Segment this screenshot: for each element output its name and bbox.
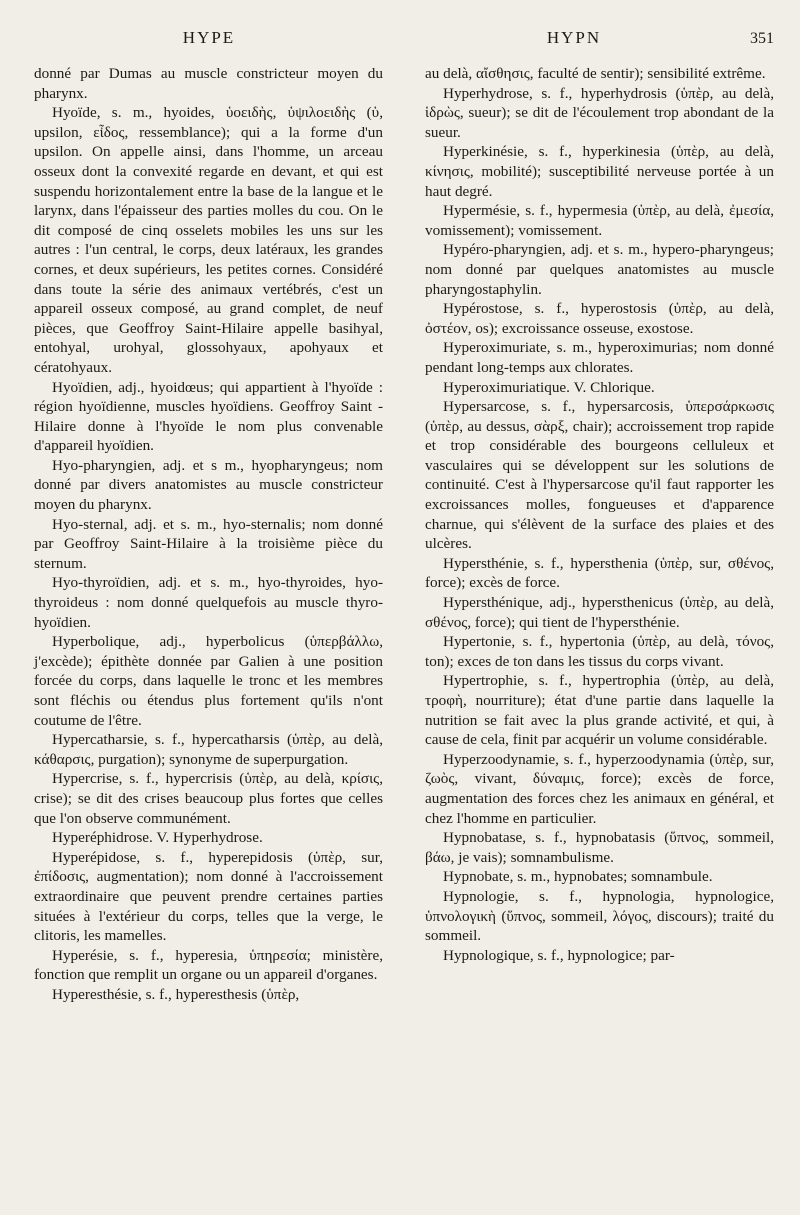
entry-paragraph: Hypéro-pharyngien, adj. et s. m., hypero-pharyngeus; nom donné par quelques anatomistes au muscle pharyngostaphylin. (425, 241, 774, 298)
entry-paragraph: Hypérostose, s. f., hyperostosis (ὑπὲρ, au delà, ὀστέον, os); excroissance osseuse, exostose. (425, 300, 774, 337)
entry-paragraph: donné par Dumas au muscle constricteur moyen du pharynx. (34, 65, 383, 102)
entry-paragraph: Hypnobatase, s. f., hypnobatasis (ὕπνος, sommeil, βάω, je vais); somnambulisme. (425, 829, 774, 866)
entry-paragraph: Hyperzoodynamie, s. f., hyperzoodynamia (ὑπὲρ, sur, ζωὸς, vivant, δύναμις, force); excès de force, augmentation des forces chez les animaux en général, et chez l'homme en particulier. (425, 750, 774, 827)
entry-paragraph: Hyperesthésie, s. f., hyperesthesis (ὑπὲρ, (52, 985, 300, 1003)
entry-paragraph: Hypertrophie, s. f., hypertrophia (ὑπὲρ, au delà, τροφὴ, nourriture); état d'une partie dans laquelle la nutrition se fait avec la plus grande activité, et qui, à cause de cela, finit par acquérir un volume considérable. (425, 672, 774, 749)
entry-paragraph: Hyperésie, s. f., hyperesia, ὑπηρεσία; ministère, fonction que remplit un organe ou un appareil d'organes. (34, 946, 383, 984)
two-column-body (34, 64, 774, 1005)
entry-paragraph: Hypnologie, s. f., hypnologia, hypnologice, ὑπνολογικὴ (ὕπνος, sommeil, λόγος, discours); traité du sommeil. (425, 887, 774, 945)
entry-paragraph: au delà, αἴσθησις, faculté de sentir); sensibilité extrême. (425, 65, 766, 82)
entry-paragraph: Hyperéphidrose. V. Hyperhydrose. (52, 829, 263, 847)
entry-paragraph: Hyo-sternal, adj. et s. m., hyo-sternalis; nom donné par Geoffroy Saint-Hilaire à la troisième pièce du sternum. (34, 515, 383, 572)
entry-paragraph: Hypersthénie, s. f., hypersthenia (ὑπὲρ, sur, σθένος, force); excès de force. (425, 554, 774, 592)
entry-paragraph: Hyperépidose, s. f., hyperepidosis (ὑπὲρ, sur, ἐπίδοσις, augmentation); nom donné à l'accroissement extraordinaire que peuvent prendre certaines parties situées à l'extérieur du corps, telles que la verge, le clitoris, les mamelles. (34, 848, 383, 945)
entry-paragraph: Hyo-pharyngien, adj. et s m., hyopharyngeus; nom donné par divers anatomistes au muscle constricteur moyen du pharynx. (34, 456, 383, 514)
right-running-title: HYPN (546, 28, 602, 47)
entry-paragraph: Hypnologique, s. f., hypnologice; par- (443, 946, 675, 964)
entry-paragraph: Hypersarcose, s. f., hypersarcosis, ὑπερσάρκωσις (ὑπὲρ, au dessus, σὰρξ, chair); accroissement trop rapide et trop considérable des bourgeons celluleux et vasculaires qui se développent sur les solutions de continuité. C'est à l'hypersarcose qu'il faut rapporter les excroissances molles, fongueuses et d'apparence charnue, qui s'élèvent de la surface des plaies et des ulcères. (425, 398, 774, 553)
entry-paragraph: Hypermésie, s. f., hypermesia (ὑπὲρ, au delà, ἐμεσία, vomissement); vomissement. (425, 202, 774, 239)
page-number: 351 (750, 30, 774, 47)
left-running-title: HYPE (182, 28, 236, 47)
running-header (34, 28, 774, 54)
left-column (34, 64, 383, 1005)
entry-paragraph: Hyoïde, s. m., hyoides, ὑοειδὴς, ὑψιλοειδὴς (ὑ, upsilon, εἶδος, ressemblance); qui a la forme d'un upsilon. On appelle ainsi, dans l'homme, un arceau osseux dont la convexité regarde en devant, et qui est suspendu horizontalement entre la base de la langue et le larynx, dans l'épaisseur des parties molles du cou. On le dit composé de cinq osselets mobiles les uns sur les autres : l'un central, le corps, deux latéraux, les grandes cornes, et deux supérieurs, les petites cornes. Considéré dans toute la série des animaux vertébrés, c'est un appareil osseux composé, au grand complet, de neuf pièces, que Geoffroy Saint-Hilaire appelle basihyal, entohyal, urohyal, glossohyaux, apohyaux et cératohyaux. (34, 104, 383, 376)
entry-paragraph: Hypercrise, s. f., hypercrisis (ὑπὲρ, au delà, κρίσις, crise); se dit des crises beaucoup plus fortes que celles que l'on observe communément. (34, 770, 383, 827)
entry-paragraph: Hyperhydrose, s. f., hyperhydrosis (ὑπὲρ, au delà, ἱδρὼς, sueur); se dit de l'écoulement trop abondant de la sueur. (425, 84, 774, 141)
entry-paragraph: Hyperbolique, adj., hyperbolicus (ὑπερβάλλω, j'excède); épithète donnée par Galien à une position forcée du corps, dans laquelle le tronc et les membres sont fléchis ou étendus plus fortement qu'ils n'ont coutume de l'être. (34, 633, 383, 729)
entry-paragraph: Hyperoximuriatique. V. Chlorique. (443, 378, 655, 396)
entry-paragraph: Hypnobate, s. m., hypnobates; somnambule. (443, 868, 713, 886)
entry-paragraph: Hyo-thyroïdien, adj. et s. m., hyo-thyroides, hyo-thyroideus : nom donné quelquefois au muscle thyro-hyoïdien. (34, 574, 383, 631)
entry-paragraph: Hypercatharsie, s. f., hypercatharsis (ὑπὲρ, au delà, κάθαρσις, purgation); synonyme de superpurgation. (34, 731, 383, 768)
entry-paragraph: Hypertonie, s. f., hypertonia (ὑπὲρ, au delà, τόνος, ton); exces de ton dans les tissus du corps vivant. (425, 633, 774, 670)
entry-paragraph: Hyperkinésie, s. f., hyperkinesia (ὑπὲρ, au delà, κίνησις, mobilité); susceptibilité nerveuse portée à un haut degré. (425, 143, 774, 200)
entry-paragraph: Hyoïdien, adj., hyoidœus; qui appartient à l'hyoïde : région hyoïdienne, muscles hyoïdiens. Geoffroy Saint - Hilaire donne à l'hyoïde le nom plus convenable d'appareil hyoïdien. (34, 378, 383, 455)
entry-paragraph: Hypersthénique, adj., hypersthenicus (ὑπὲρ, au delà, σθένος, force); qui tient de l'hypersthénie. (425, 594, 774, 631)
right-column (425, 64, 774, 1005)
entry-paragraph: Hyperoximuriate, s. m., hyperoximurias; nom donné pendant long-temps aux chlorates. (425, 339, 774, 376)
